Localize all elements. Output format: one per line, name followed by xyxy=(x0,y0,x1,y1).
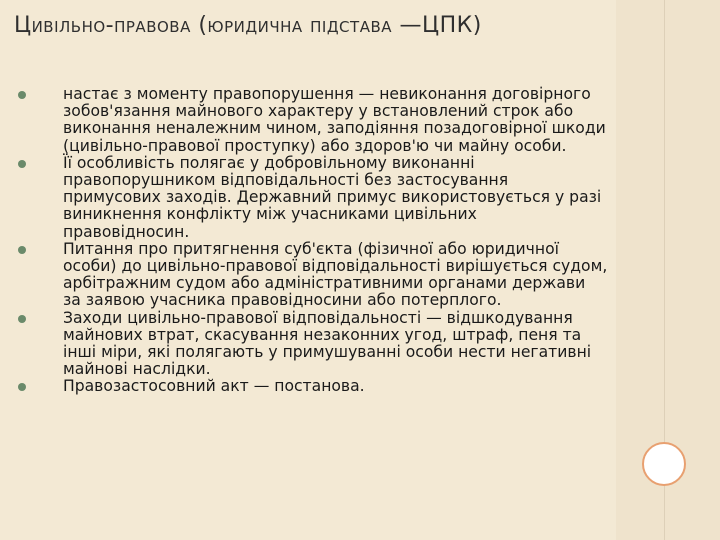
bullet-dot-icon xyxy=(18,246,26,254)
bullet-dot-icon xyxy=(18,383,26,391)
bullet-item xyxy=(18,378,608,395)
bullet-text: Питання про притягнення суб'єкта (фізичної або юридичної особи) до цивільно-правової відповідальності вирішується судом, арбітражним судом або адміністративними органами держави за заявою учасника правовідносини або потерплого. xyxy=(63,239,608,310)
bullet-text: Її особливість полягає у добровільному виконанні правопорушником відповідальності без застосування примусових заходів. Державний примус використовується у разі виникнення конфлікту між учасниками цивільних правовідносин. xyxy=(63,153,602,241)
bullet-list xyxy=(18,86,608,396)
bullet-dot-icon xyxy=(18,91,26,99)
bullet-item xyxy=(18,86,608,155)
bullet-item xyxy=(18,155,608,241)
circle-decoration xyxy=(642,442,686,486)
bullet-dot-icon xyxy=(18,315,26,323)
slide-title: Цивільно-правова (юридична підстава —ЦПК) xyxy=(14,13,482,38)
bullet-item xyxy=(18,241,608,310)
bullet-item xyxy=(18,310,608,379)
bullet-text: Заходи цивільно-правової відповідальності — відшкодування майнових втрат, скасування незаконних угод, штраф, пеня та інші міри, які полягають у примушуванні особи нести негативні майнові наслідки. xyxy=(63,308,592,379)
bullet-text: настає з моменту правопорушення — невиконання договірного зобов'язання майнового характеру у встановлений строк або виконання неналежним чином, заподіяння позадоговірної шкоди (цивільно-правової проступку) або здоров'ю чи майну особи. xyxy=(63,85,606,155)
bullet-text: Правозастосовний акт — постанова. xyxy=(63,377,365,396)
bullet-dot-icon xyxy=(18,160,26,168)
